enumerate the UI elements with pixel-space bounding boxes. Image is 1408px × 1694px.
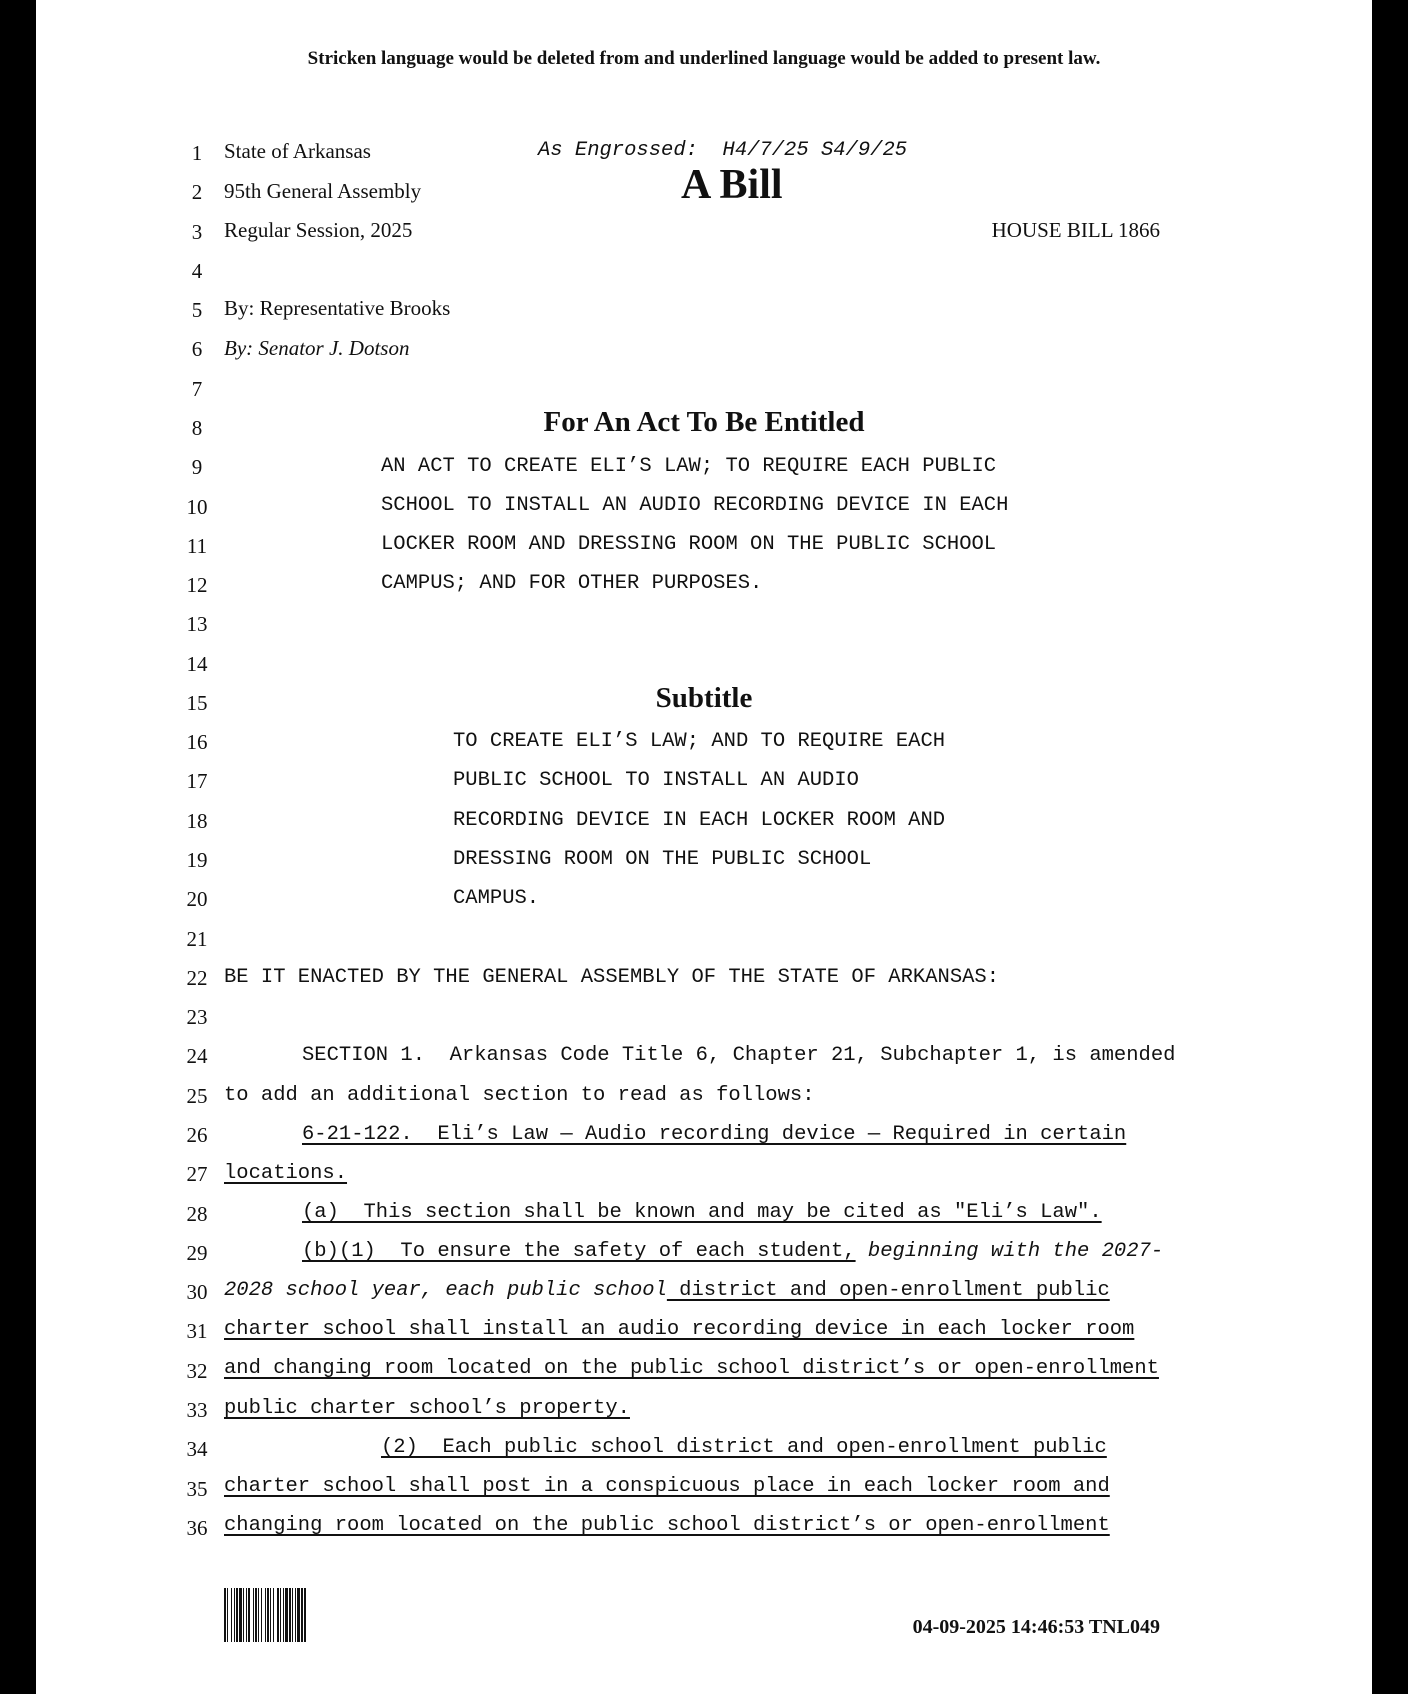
line-number: 20 [186, 887, 208, 912]
line-number: 30 [186, 1280, 208, 1305]
act-line: SCHOOL TO INSTALL AN AUDIO RECORDING DEVICE IN EACH [381, 494, 1009, 517]
line-number: 12 [186, 573, 208, 598]
subtitle-line: TO CREATE ELI’S LAW; AND TO REQUIRE EACH [453, 730, 946, 753]
subsection-b1 [302, 1242, 1163, 1263]
subsection-b1: charter school shall install an audio recording device in each locker room [224, 1318, 1135, 1341]
line-number: 13 [186, 612, 208, 637]
act-line: LOCKER ROOM AND DRESSING ROOM ON THE PUBLIC SCHOOL [381, 533, 997, 556]
act-line: AN ACT TO CREATE ELI’S LAW; TO REQUIRE EACH PUBLIC [381, 455, 997, 478]
line-number: 25 [186, 1083, 208, 1108]
new-section-heading: 6-21-122. Eli’s Law — Audio recording device — Required in certain [302, 1123, 1127, 1146]
assembly-name: 95th General Assembly [224, 179, 422, 203]
subsection-b2: charter school shall post in a conspicuous place in each locker room and [224, 1475, 1110, 1498]
line-number: 3 [191, 219, 203, 244]
line-number: 2 [191, 180, 203, 205]
line-number: 16 [186, 730, 208, 755]
line-number: 18 [186, 808, 208, 833]
header-note: Stricken language would be deleted from and underlined language would be added to present law. [307, 48, 1101, 69]
subsection-b2: changing room located on the public school district’s or open-enrollment [224, 1514, 1110, 1537]
line-number: 28 [186, 1201, 208, 1226]
line-number: 8 [191, 415, 203, 440]
line-number: 14 [186, 651, 208, 676]
line-number: 17 [186, 769, 208, 794]
footer-stamp: 04-09-2025 14:46:53 TNL049 [912, 1616, 1160, 1638]
subsection-b1: public charter school’s property. [224, 1397, 630, 1420]
bill-page [36, 0, 1372, 1694]
subtitle-line: DRESSING ROOM ON THE PUBLIC SCHOOL [453, 848, 872, 871]
line-number: 4 [191, 258, 203, 283]
new-section-heading: locations. [224, 1162, 348, 1185]
line-number: 34 [186, 1437, 208, 1462]
enacting-clause: BE IT ENACTED BY THE GENERAL ASSEMBLY OF THE STATE OF ARKANSAS: [224, 966, 1000, 989]
act-line: CAMPUS; AND FOR OTHER PURPOSES. [381, 572, 763, 595]
bill-title: A Bill [681, 162, 783, 208]
line-number: 6 [191, 337, 203, 362]
subsection-b1-underlined: district and open-enrollment public [666, 1279, 1110, 1302]
line-number: 31 [186, 1319, 208, 1344]
subsection-b1: and changing room located on the public school district’s or open-enrollment [224, 1357, 1159, 1380]
line-number: 26 [186, 1123, 208, 1147]
subtitle-line: PUBLIC SCHOOL TO INSTALL AN AUDIO [453, 769, 859, 792]
sponsor-house: By: Representative Brooks [224, 296, 451, 320]
subsection-b2: (2) Each public school district and open-enrollment public [381, 1436, 1107, 1459]
line-number: 15 [186, 690, 208, 715]
subsection-b1 [224, 1281, 1110, 1302]
line-number: 1 [191, 141, 203, 165]
section-1-line: to add an additional section to read as follows: [224, 1084, 815, 1107]
sponsor-senate: By: Senator J. Dotson [224, 336, 410, 360]
section-1-line: SECTION 1. Arkansas Code Title 6, Chapter 21, Subchapter 1, is amended [302, 1044, 1176, 1067]
line-number: 23 [186, 1005, 208, 1030]
session-name: Regular Session, 2025 [224, 218, 413, 242]
line-number: 24 [186, 1044, 208, 1069]
barcode-icon [224, 1588, 392, 1642]
line-number: 27 [186, 1162, 208, 1187]
line-number: 32 [186, 1358, 208, 1383]
subsection-a: (a) This section shall be known and may be cited as "Eli’s Law". [302, 1201, 1102, 1224]
state-name: State of Arkansas [224, 139, 371, 163]
line-number: 11 [186, 533, 208, 558]
subtitle-line: RECORDING DEVICE IN EACH LOCKER ROOM AND [453, 809, 946, 832]
bill-number: HOUSE BILL 1866 [991, 218, 1160, 242]
subtitle-heading: Subtitle [655, 682, 753, 714]
line-number: 10 [186, 494, 208, 519]
act-heading: For An Act To Be Entitled [543, 406, 865, 438]
engrossed-note: As Engrossed: H4/7/25 S4/9/25 [538, 139, 908, 162]
line-number: 22 [186, 965, 208, 990]
subsection-b1-underlined: (b)(1) To ensure the safety of each student, [302, 1240, 856, 1263]
line-number: 5 [191, 298, 203, 323]
subsection-b1-italic: beginning with the 2027- [855, 1240, 1164, 1263]
line-number: 21 [186, 926, 208, 951]
line-number: 35 [186, 1476, 208, 1501]
line-number: 19 [186, 848, 208, 873]
line-number: 7 [191, 376, 203, 401]
line-number: 36 [186, 1515, 208, 1540]
subtitle-line: CAMPUS. [453, 887, 540, 910]
line-number: 33 [186, 1397, 208, 1422]
subsection-b1-italic: 2028 school year, each public school [224, 1279, 667, 1302]
line-number: 29 [186, 1240, 208, 1265]
line-number: 9 [191, 455, 203, 480]
